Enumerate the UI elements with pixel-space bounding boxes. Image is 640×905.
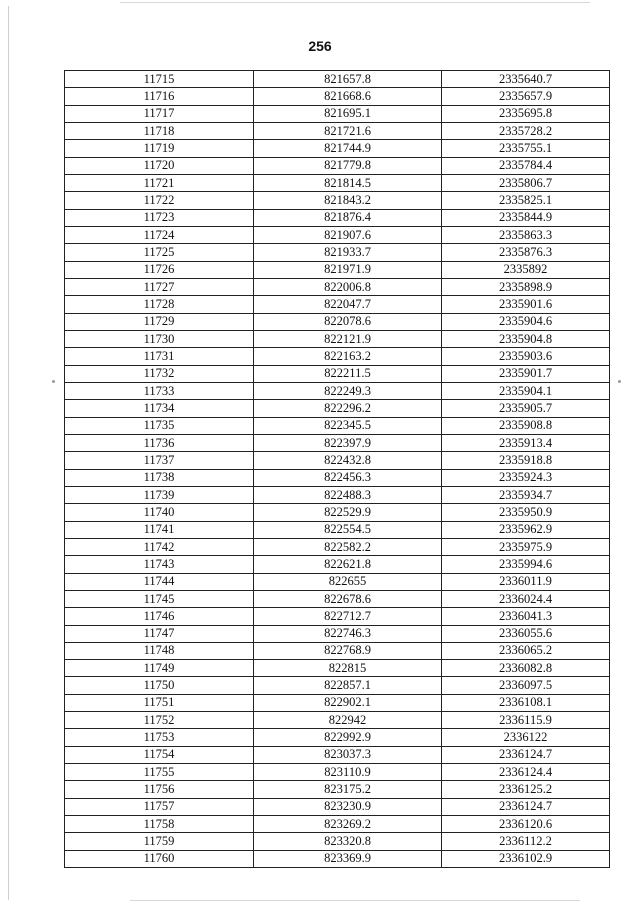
table-row — [65, 746, 610, 763]
x-coordinate-cell: 822655 — [254, 573, 442, 590]
x-coordinate-cell: 821907.6 — [254, 226, 442, 243]
point-number-cell: 11760 — [65, 850, 254, 867]
table-row — [65, 313, 610, 330]
point-number-cell: 11758 — [65, 816, 254, 833]
table-row — [65, 330, 610, 347]
table-row — [65, 434, 610, 451]
x-coordinate-cell: 821744.9 — [254, 140, 442, 157]
x-coordinate-cell: 821779.8 — [254, 157, 442, 174]
bottom-scan-edge — [130, 900, 580, 901]
y-coordinate-cell: 2335784.4 — [442, 157, 610, 174]
x-coordinate-cell: 822006.8 — [254, 278, 442, 295]
y-coordinate-cell: 2336082.8 — [442, 660, 610, 677]
table-row — [65, 140, 610, 157]
table-row — [65, 157, 610, 174]
x-coordinate-cell: 823369.9 — [254, 850, 442, 867]
x-coordinate-cell: 822712.7 — [254, 608, 442, 625]
table-row — [65, 296, 610, 313]
table-row — [65, 642, 610, 659]
point-number-cell: 11747 — [65, 625, 254, 642]
x-coordinate-cell: 823175.2 — [254, 781, 442, 798]
point-number-cell: 11755 — [65, 764, 254, 781]
point-number-cell: 11729 — [65, 313, 254, 330]
x-coordinate-cell: 823230.9 — [254, 798, 442, 815]
x-coordinate-cell: 821721.6 — [254, 122, 442, 139]
table-row — [65, 694, 610, 711]
x-coordinate-cell: 822456.3 — [254, 469, 442, 486]
point-number-cell: 11715 — [65, 71, 254, 88]
y-coordinate-cell: 2335994.6 — [442, 556, 610, 573]
table-row — [65, 625, 610, 642]
table-row — [65, 798, 610, 815]
table-row — [65, 174, 610, 191]
table-row — [65, 71, 610, 88]
y-coordinate-cell: 2336115.9 — [442, 712, 610, 729]
y-coordinate-cell: 2335908.8 — [442, 417, 610, 434]
table-row — [65, 278, 610, 295]
x-coordinate-cell: 822432.8 — [254, 452, 442, 469]
point-number-cell: 11722 — [65, 192, 254, 209]
y-coordinate-cell: 2336122 — [442, 729, 610, 746]
table-row — [65, 105, 610, 122]
table-row — [65, 556, 610, 573]
y-coordinate-cell: 2335876.3 — [442, 244, 610, 261]
x-coordinate-cell: 821668.6 — [254, 88, 442, 105]
y-coordinate-cell: 2335657.9 — [442, 88, 610, 105]
x-coordinate-cell: 822529.9 — [254, 504, 442, 521]
point-number-cell: 11727 — [65, 278, 254, 295]
y-coordinate-cell: 2335892 — [442, 261, 610, 278]
point-number-cell: 11720 — [65, 157, 254, 174]
coordinates-table-body — [65, 71, 610, 868]
table-row — [65, 677, 610, 694]
x-coordinate-cell: 821695.1 — [254, 105, 442, 122]
y-coordinate-cell: 2335950.9 — [442, 504, 610, 521]
y-coordinate-cell: 2336125.2 — [442, 781, 610, 798]
table-row — [65, 504, 610, 521]
point-number-cell: 11730 — [65, 330, 254, 347]
point-number-cell: 11750 — [65, 677, 254, 694]
x-coordinate-cell: 822902.1 — [254, 694, 442, 711]
table-row — [65, 122, 610, 139]
y-coordinate-cell: 2335755.1 — [442, 140, 610, 157]
point-number-cell: 11731 — [65, 348, 254, 365]
point-number-cell: 11739 — [65, 486, 254, 503]
y-coordinate-cell: 2335640.7 — [442, 71, 610, 88]
x-coordinate-cell: 823110.9 — [254, 764, 442, 781]
point-number-cell: 11718 — [65, 122, 254, 139]
y-coordinate-cell: 2335844.9 — [442, 209, 610, 226]
table-row — [65, 573, 610, 590]
point-number-cell: 11753 — [65, 729, 254, 746]
x-coordinate-cell: 823037.3 — [254, 746, 442, 763]
table-row — [65, 382, 610, 399]
point-number-cell: 11754 — [65, 746, 254, 763]
point-number-cell: 11735 — [65, 417, 254, 434]
top-scan-edge — [120, 2, 590, 3]
x-coordinate-cell: 822582.2 — [254, 538, 442, 555]
y-coordinate-cell: 2336108.1 — [442, 694, 610, 711]
point-number-cell: 11723 — [65, 209, 254, 226]
y-coordinate-cell: 2335904.6 — [442, 313, 610, 330]
x-coordinate-cell: 822815 — [254, 660, 442, 677]
point-number-cell: 11721 — [65, 174, 254, 191]
table-row — [65, 764, 610, 781]
table-row — [65, 417, 610, 434]
point-number-cell: 11719 — [65, 140, 254, 157]
y-coordinate-cell: 2335901.7 — [442, 365, 610, 382]
point-number-cell: 11737 — [65, 452, 254, 469]
table-row — [65, 365, 610, 382]
point-number-cell: 11733 — [65, 382, 254, 399]
x-coordinate-cell: 822296.2 — [254, 400, 442, 417]
point-number-cell: 11745 — [65, 590, 254, 607]
y-coordinate-cell: 2336011.9 — [442, 573, 610, 590]
x-coordinate-cell: 822211.5 — [254, 365, 442, 382]
point-number-cell: 11752 — [65, 712, 254, 729]
table-row — [65, 348, 610, 365]
y-coordinate-cell: 2336120.6 — [442, 816, 610, 833]
table-row — [65, 729, 610, 746]
y-coordinate-cell: 2336041.3 — [442, 608, 610, 625]
x-coordinate-cell: 823269.2 — [254, 816, 442, 833]
point-number-cell: 11743 — [65, 556, 254, 573]
x-coordinate-cell: 822678.6 — [254, 590, 442, 607]
point-number-cell: 11759 — [65, 833, 254, 850]
point-number-cell: 11732 — [65, 365, 254, 382]
point-number-cell: 11734 — [65, 400, 254, 417]
y-coordinate-cell: 2335918.8 — [442, 452, 610, 469]
point-number-cell: 11728 — [65, 296, 254, 313]
x-coordinate-cell: 822163.2 — [254, 348, 442, 365]
point-number-cell: 11751 — [65, 694, 254, 711]
y-coordinate-cell: 2335975.9 — [442, 538, 610, 555]
table-row — [65, 660, 610, 677]
point-number-cell: 11746 — [65, 608, 254, 625]
y-coordinate-cell: 2336065.2 — [442, 642, 610, 659]
y-coordinate-cell: 2335903.6 — [442, 348, 610, 365]
y-coordinate-cell: 2336124.7 — [442, 746, 610, 763]
y-coordinate-cell: 2335728.2 — [442, 122, 610, 139]
x-coordinate-cell: 823320.8 — [254, 833, 442, 850]
point-number-cell: 11756 — [65, 781, 254, 798]
x-coordinate-cell: 822768.9 — [254, 642, 442, 659]
table-row — [65, 850, 610, 867]
point-number-cell: 11717 — [65, 105, 254, 122]
point-number-cell: 11757 — [65, 798, 254, 815]
x-coordinate-cell: 822397.9 — [254, 434, 442, 451]
x-coordinate-cell: 821843.2 — [254, 192, 442, 209]
x-coordinate-cell: 822345.5 — [254, 417, 442, 434]
point-number-cell: 11726 — [65, 261, 254, 278]
table-row — [65, 261, 610, 278]
y-coordinate-cell: 2335962.9 — [442, 521, 610, 538]
y-coordinate-cell: 2335901.6 — [442, 296, 610, 313]
scan-speck — [52, 380, 55, 383]
x-coordinate-cell: 821971.9 — [254, 261, 442, 278]
table-row — [65, 452, 610, 469]
x-coordinate-cell: 821876.4 — [254, 209, 442, 226]
point-number-cell: 11740 — [65, 504, 254, 521]
table-row — [65, 486, 610, 503]
x-coordinate-cell: 822992.9 — [254, 729, 442, 746]
y-coordinate-cell: 2336124.4 — [442, 764, 610, 781]
y-coordinate-cell: 2336112.2 — [442, 833, 610, 850]
point-number-cell: 11741 — [65, 521, 254, 538]
point-number-cell: 11742 — [65, 538, 254, 555]
x-coordinate-cell: 821933.7 — [254, 244, 442, 261]
y-coordinate-cell: 2335806.7 — [442, 174, 610, 191]
coordinates-table — [64, 70, 610, 868]
table-row — [65, 209, 610, 226]
x-coordinate-cell: 822488.3 — [254, 486, 442, 503]
y-coordinate-cell: 2335904.1 — [442, 382, 610, 399]
y-coordinate-cell: 2335904.8 — [442, 330, 610, 347]
y-coordinate-cell: 2335924.3 — [442, 469, 610, 486]
y-coordinate-cell: 2336097.5 — [442, 677, 610, 694]
y-coordinate-cell: 2336124.7 — [442, 798, 610, 815]
table-row — [65, 88, 610, 105]
page-number: 256 — [308, 38, 332, 54]
x-coordinate-cell: 822554.5 — [254, 521, 442, 538]
y-coordinate-cell: 2335863.3 — [442, 226, 610, 243]
table-row — [65, 590, 610, 607]
y-coordinate-cell: 2336102.9 — [442, 850, 610, 867]
y-coordinate-cell: 2335905.7 — [442, 400, 610, 417]
x-coordinate-cell: 822121.9 — [254, 330, 442, 347]
table-row — [65, 608, 610, 625]
point-number-cell: 11716 — [65, 88, 254, 105]
y-coordinate-cell: 2335934.7 — [442, 486, 610, 503]
table-row — [65, 226, 610, 243]
y-coordinate-cell: 2335898.9 — [442, 278, 610, 295]
table-row — [65, 521, 610, 538]
table-row — [65, 400, 610, 417]
table-row — [65, 816, 610, 833]
x-coordinate-cell: 822746.3 — [254, 625, 442, 642]
table-row — [65, 192, 610, 209]
x-coordinate-cell: 822249.3 — [254, 382, 442, 399]
y-coordinate-cell: 2335913.4 — [442, 434, 610, 451]
y-coordinate-cell: 2335825.1 — [442, 192, 610, 209]
y-coordinate-cell: 2336055.6 — [442, 625, 610, 642]
point-number-cell: 11738 — [65, 469, 254, 486]
point-number-cell: 11725 — [65, 244, 254, 261]
x-coordinate-cell: 822047.7 — [254, 296, 442, 313]
y-coordinate-cell: 2336024.4 — [442, 590, 610, 607]
table-row — [65, 781, 610, 798]
scan-speck — [618, 380, 621, 383]
point-number-cell: 11749 — [65, 660, 254, 677]
table-row — [65, 244, 610, 261]
point-number-cell: 11744 — [65, 573, 254, 590]
x-coordinate-cell: 822078.6 — [254, 313, 442, 330]
x-coordinate-cell: 821657.8 — [254, 71, 442, 88]
table-row — [65, 712, 610, 729]
x-coordinate-cell: 821814.5 — [254, 174, 442, 191]
point-number-cell: 11724 — [65, 226, 254, 243]
x-coordinate-cell: 822942 — [254, 712, 442, 729]
table-row — [65, 469, 610, 486]
table-row — [65, 538, 610, 555]
point-number-cell: 11748 — [65, 642, 254, 659]
x-coordinate-cell: 822857.1 — [254, 677, 442, 694]
y-coordinate-cell: 2335695.8 — [442, 105, 610, 122]
table-row — [65, 833, 610, 850]
x-coordinate-cell: 822621.8 — [254, 556, 442, 573]
point-number-cell: 11736 — [65, 434, 254, 451]
